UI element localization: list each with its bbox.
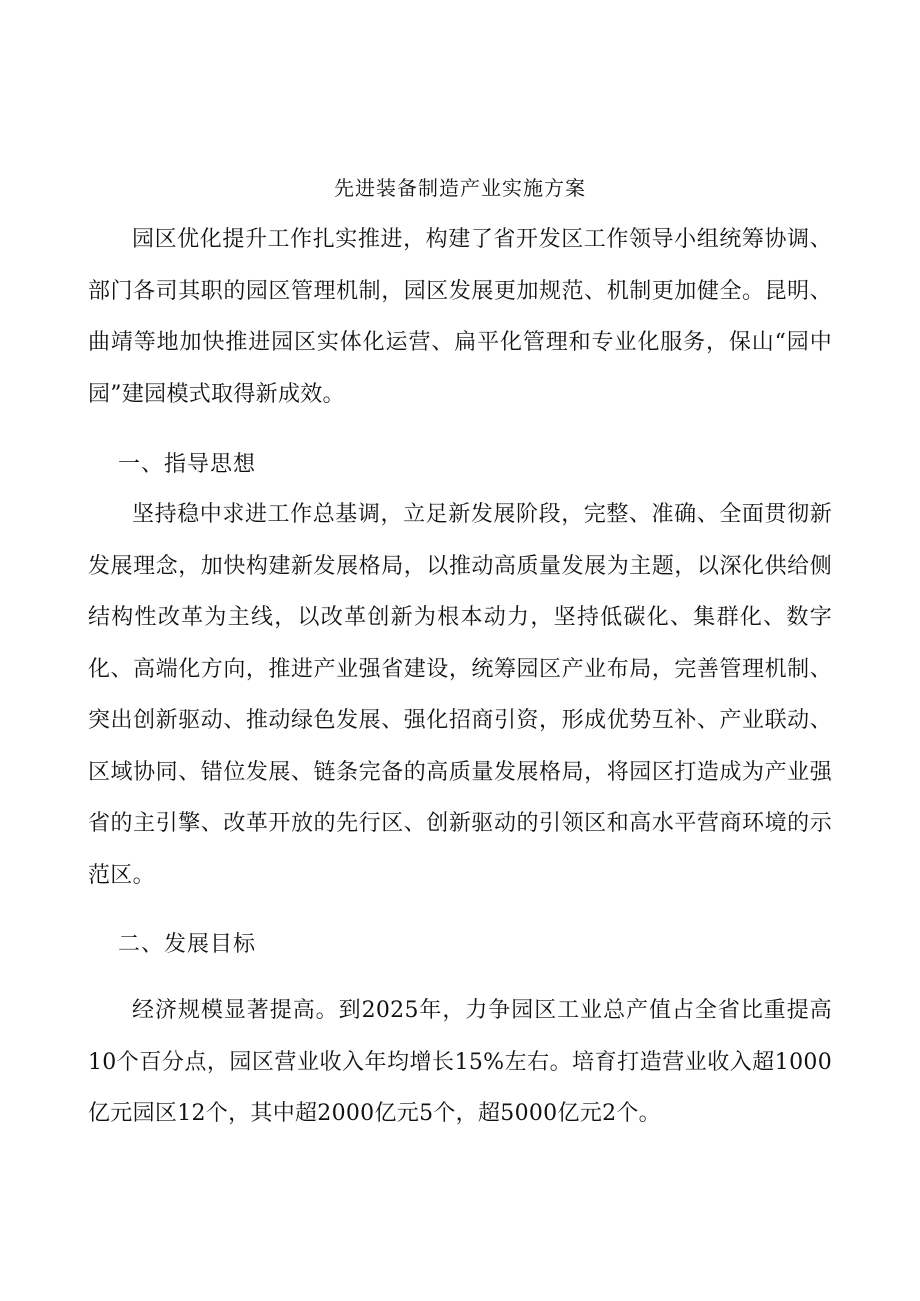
section-heading-guiding-ideology: 一、指导思想 [118,452,257,477]
section-heading-development-goals: 二、发展目标 [118,932,257,957]
document-title: 先进装备制造产业实施方案 [334,176,586,200]
section-body-guiding-ideology: 坚持稳中求进工作总基调，立足新发展阶段，完整、准确、全面贯彻新发展理念，加快构建新发展格局，以推动高质量发展为主题，以深化供给侧结构性改革为主线，以改革创新为根本动力，坚持低碳化、集群化、数字化、高端化方向，推进产业强省建设，统筹园区产业布局，完善管理机制、突出创新驱动、推动绿色发展、强化招商引资，形成优势互补、产业联动、区域协同、错位发展、链条完备的高质量发展格局，将园区打造成为产业强省的主引擎、改革开放的先行区、创新驱动的引领区和高水平营商环境的示范区。 [88,502,832,888]
section-body-development-goals: 经济规模显著提高。到2025年，力争园区工业总产值占全省比重提高10个百分点，园区营业收入年均增长15%左右。培育打造营业收入超1000亿元园区12个，其中超2000亿元5个，超5000亿元2个。 [88,998,832,1126]
intro-paragraph: 园区优化提升工作扎实推进，构建了省开发区工作领导小组统筹协调、部门各司其职的园区管理机制，园区发展更加规范、机制更加健全。昆明、曲靖等地加快推进园区实体化运营、扁平化管理和专业化服务，保山“园中园”建园模式取得新成效。 [88,227,832,407]
